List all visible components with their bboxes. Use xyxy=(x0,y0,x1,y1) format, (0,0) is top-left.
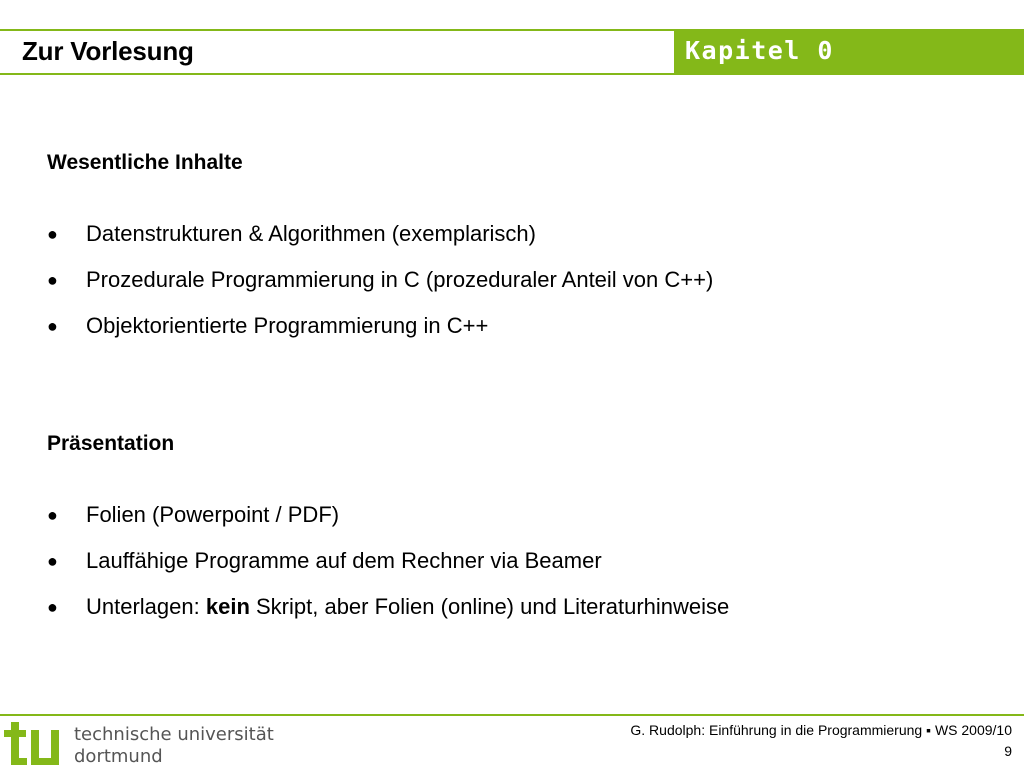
bullet-icon: ● xyxy=(47,224,58,244)
bullet-text: Objektorientierte Programmierung in C++ xyxy=(86,313,489,338)
bullet-text-emphasis: kein xyxy=(205,594,250,619)
tu-dortmund-logo-icon xyxy=(4,719,64,765)
footer-credit: G. Rudolph: Einführung in die Programmierung ▪ WS 2009/10 xyxy=(630,722,1012,738)
bullet-icon: ● xyxy=(47,316,58,336)
bullet-text-suffix: Skript, aber Folien (online) und Literaturhinweise xyxy=(249,594,730,619)
bullet-text xyxy=(86,594,729,620)
bullet-icon: ● xyxy=(47,270,58,290)
bullet-icon: ● xyxy=(47,597,58,617)
section-heading-inhalte: Wesentliche Inhalte xyxy=(47,151,243,174)
chapter-badge xyxy=(674,31,1024,73)
header-bottom-rule xyxy=(0,73,1024,75)
section-heading-praesentation: Präsentation xyxy=(47,432,175,455)
bullet-icon: ● xyxy=(47,505,58,525)
bullet-text-prefix: Unterlagen: xyxy=(86,594,206,619)
university-name xyxy=(74,724,274,768)
page-number: 9 xyxy=(1004,743,1012,759)
bullet-text: Prozedurale Programmierung in C (prozeduraler Anteil von C++) xyxy=(86,267,714,292)
bullet-icon: ● xyxy=(47,551,58,571)
chapter-label: Kapitel 0 xyxy=(685,36,834,65)
bullet-text: Folien (Powerpoint / PDF) xyxy=(86,502,340,527)
bullet-text: Datenstrukturen & Algorithmen (exemplarisch) xyxy=(86,221,536,246)
slide-title: Zur Vorlesung xyxy=(22,36,194,66)
bullet-text: Lauffähige Programme auf dem Rechner via Beamer xyxy=(86,548,602,573)
university-name-line1: technische universität xyxy=(74,724,274,745)
footer-rule xyxy=(0,714,1024,716)
university-name-line2: dortmund xyxy=(74,746,163,767)
